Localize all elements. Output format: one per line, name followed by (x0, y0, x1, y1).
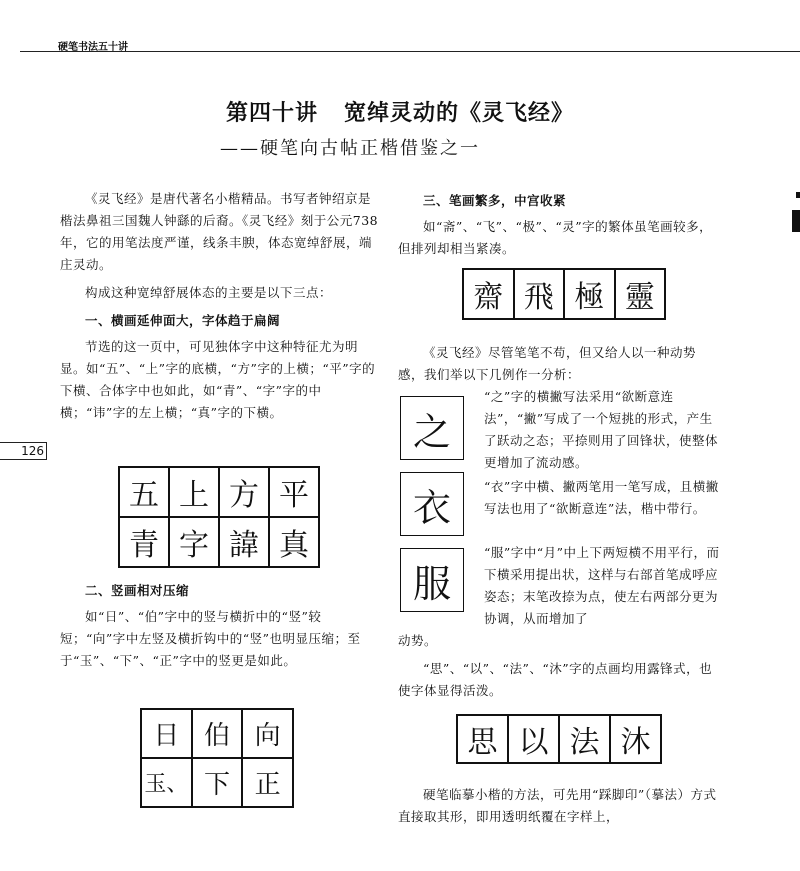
example-char-yi: 衣 (400, 472, 464, 536)
note-fu: “服”字中“月”中上下两短横不用平行，而下横采用提出状，这样与右部首笔成呼应姿态；末笔改捺为点，使左右两部分更为协调，从而增加了 (484, 545, 720, 626)
left-column-lower (60, 578, 380, 678)
lecture-topic: 宽绰灵动的《灵飞经》 (344, 100, 575, 126)
right-column (398, 188, 720, 266)
grid-char: 伯 (192, 709, 243, 758)
intro-paragraph: 《灵飞经》是唐代著名小楷精品。书写者钟绍京是楷法鼻祖三国魏人钟繇的后裔。《灵飞经》刻于公元738年，它的用笔法度严谨，线条丰腴，体态宽绰舒展，端庄灵动。 (60, 191, 379, 272)
section-heading-2: 二、竖画相对压缩 (85, 583, 190, 598)
section-1-paragraph: 节选的这一页中，可见独体字中这种特征尤为明显。如“五”、“上”字的底横，“方”字的上横；“平”字的下横、合体字中也如此，如“青”、“字”字的中横；“讳”字的左上横；“真”字的下横。 (60, 339, 376, 420)
grid-char: 齋 (463, 269, 514, 319)
page-title (0, 96, 800, 127)
section-heading-3: 三、笔画繁多，中宫收紧 (423, 193, 567, 208)
grid-char: 下 (192, 758, 243, 807)
grid-char: 以 (508, 715, 559, 763)
grid-char: 極 (564, 269, 615, 319)
note-yi: “衣”字中横、撇两笔用一笔写成，且横撇写法也用了“欲断意连”法，楷中带行。 (484, 479, 719, 516)
grid-char: 靈 (615, 269, 666, 319)
section-heading-1: 一、横画延伸面大，字体趋于扁阔 (85, 313, 281, 328)
copying-paragraph: 硬笔临摹小楷的方法，可先用“踩脚印”（摹法）方式直接取其形，即用透明纸覆在字样上， (398, 787, 717, 824)
grid-char: 字 (169, 517, 219, 567)
grid-char: 日 (141, 709, 192, 758)
dynamics-paragraph: 《灵飞经》尽管笔笔不苟，但又给人以一种动势感，我们举以下几例作一分析： (398, 345, 697, 382)
running-head: 硬笔书法五十讲 (58, 42, 128, 53)
grid-char: 上 (169, 467, 219, 517)
note-zhi: “之”字的横撇写法采用“欲断意连法”，“撇”写成了一个短挑的形式，产生了跃动之态；平捺则用了回锋状，使整体更增加了流动感。 (484, 389, 719, 470)
header-rule (20, 51, 800, 52)
lecture-number: 第四十讲 (225, 100, 318, 126)
right-column-lower (398, 630, 720, 708)
grid-char: 飛 (514, 269, 565, 319)
section-3-paragraph: 如“斋”、“飞”、“极”、“灵”字的繁体虽笔画较多，但排列却相当紧凑。 (398, 219, 713, 256)
grid-char: 思 (457, 715, 508, 763)
section-2-paragraph: 如“日”、“伯”字中的竖与横折中的“竖”较短；“向”字中左竖及横折钩中的“竖”也明显压缩；至于“玉”、“下”、“正”字中的竖更是如此。 (60, 609, 361, 668)
left-column (60, 188, 380, 430)
grid-char: 法 (559, 715, 610, 763)
character-grid-4 (456, 714, 662, 764)
grid-char: 向 (242, 709, 293, 758)
grid-char: 正 (242, 758, 293, 807)
note-fu-continued: 动势。 (398, 633, 438, 648)
grid-char: 真 (269, 517, 319, 567)
copying-method (398, 784, 720, 834)
grid-char: 青 (119, 517, 169, 567)
character-grid-3 (462, 268, 666, 320)
grid-char: 方 (219, 467, 269, 517)
grid-char: 諱 (219, 517, 269, 567)
character-grid-2 (140, 708, 294, 808)
dynamics-intro (398, 342, 720, 392)
example-char-zhi: 之 (400, 396, 464, 460)
page-number: 126 (0, 442, 47, 460)
example-char-fu: 服 (400, 548, 464, 612)
character-grid-1 (118, 466, 320, 568)
exposed-tip-paragraph: “思”、“以”、“法”、“沐”字的点画均用露锋式，也使字体显得活泼。 (398, 661, 713, 698)
page-subtitle: ——硬笔向古帖正楷借鉴之一 (220, 138, 480, 159)
grid-char: 平 (269, 467, 319, 517)
grid-char: 五 (119, 467, 169, 517)
grid-char: 玉、 (141, 758, 192, 807)
grid-char: 沐 (610, 715, 661, 763)
bleed-edge-mark (788, 188, 800, 248)
points-intro: 构成这种宽绰舒展体态的主要是以下三点： (85, 285, 333, 300)
